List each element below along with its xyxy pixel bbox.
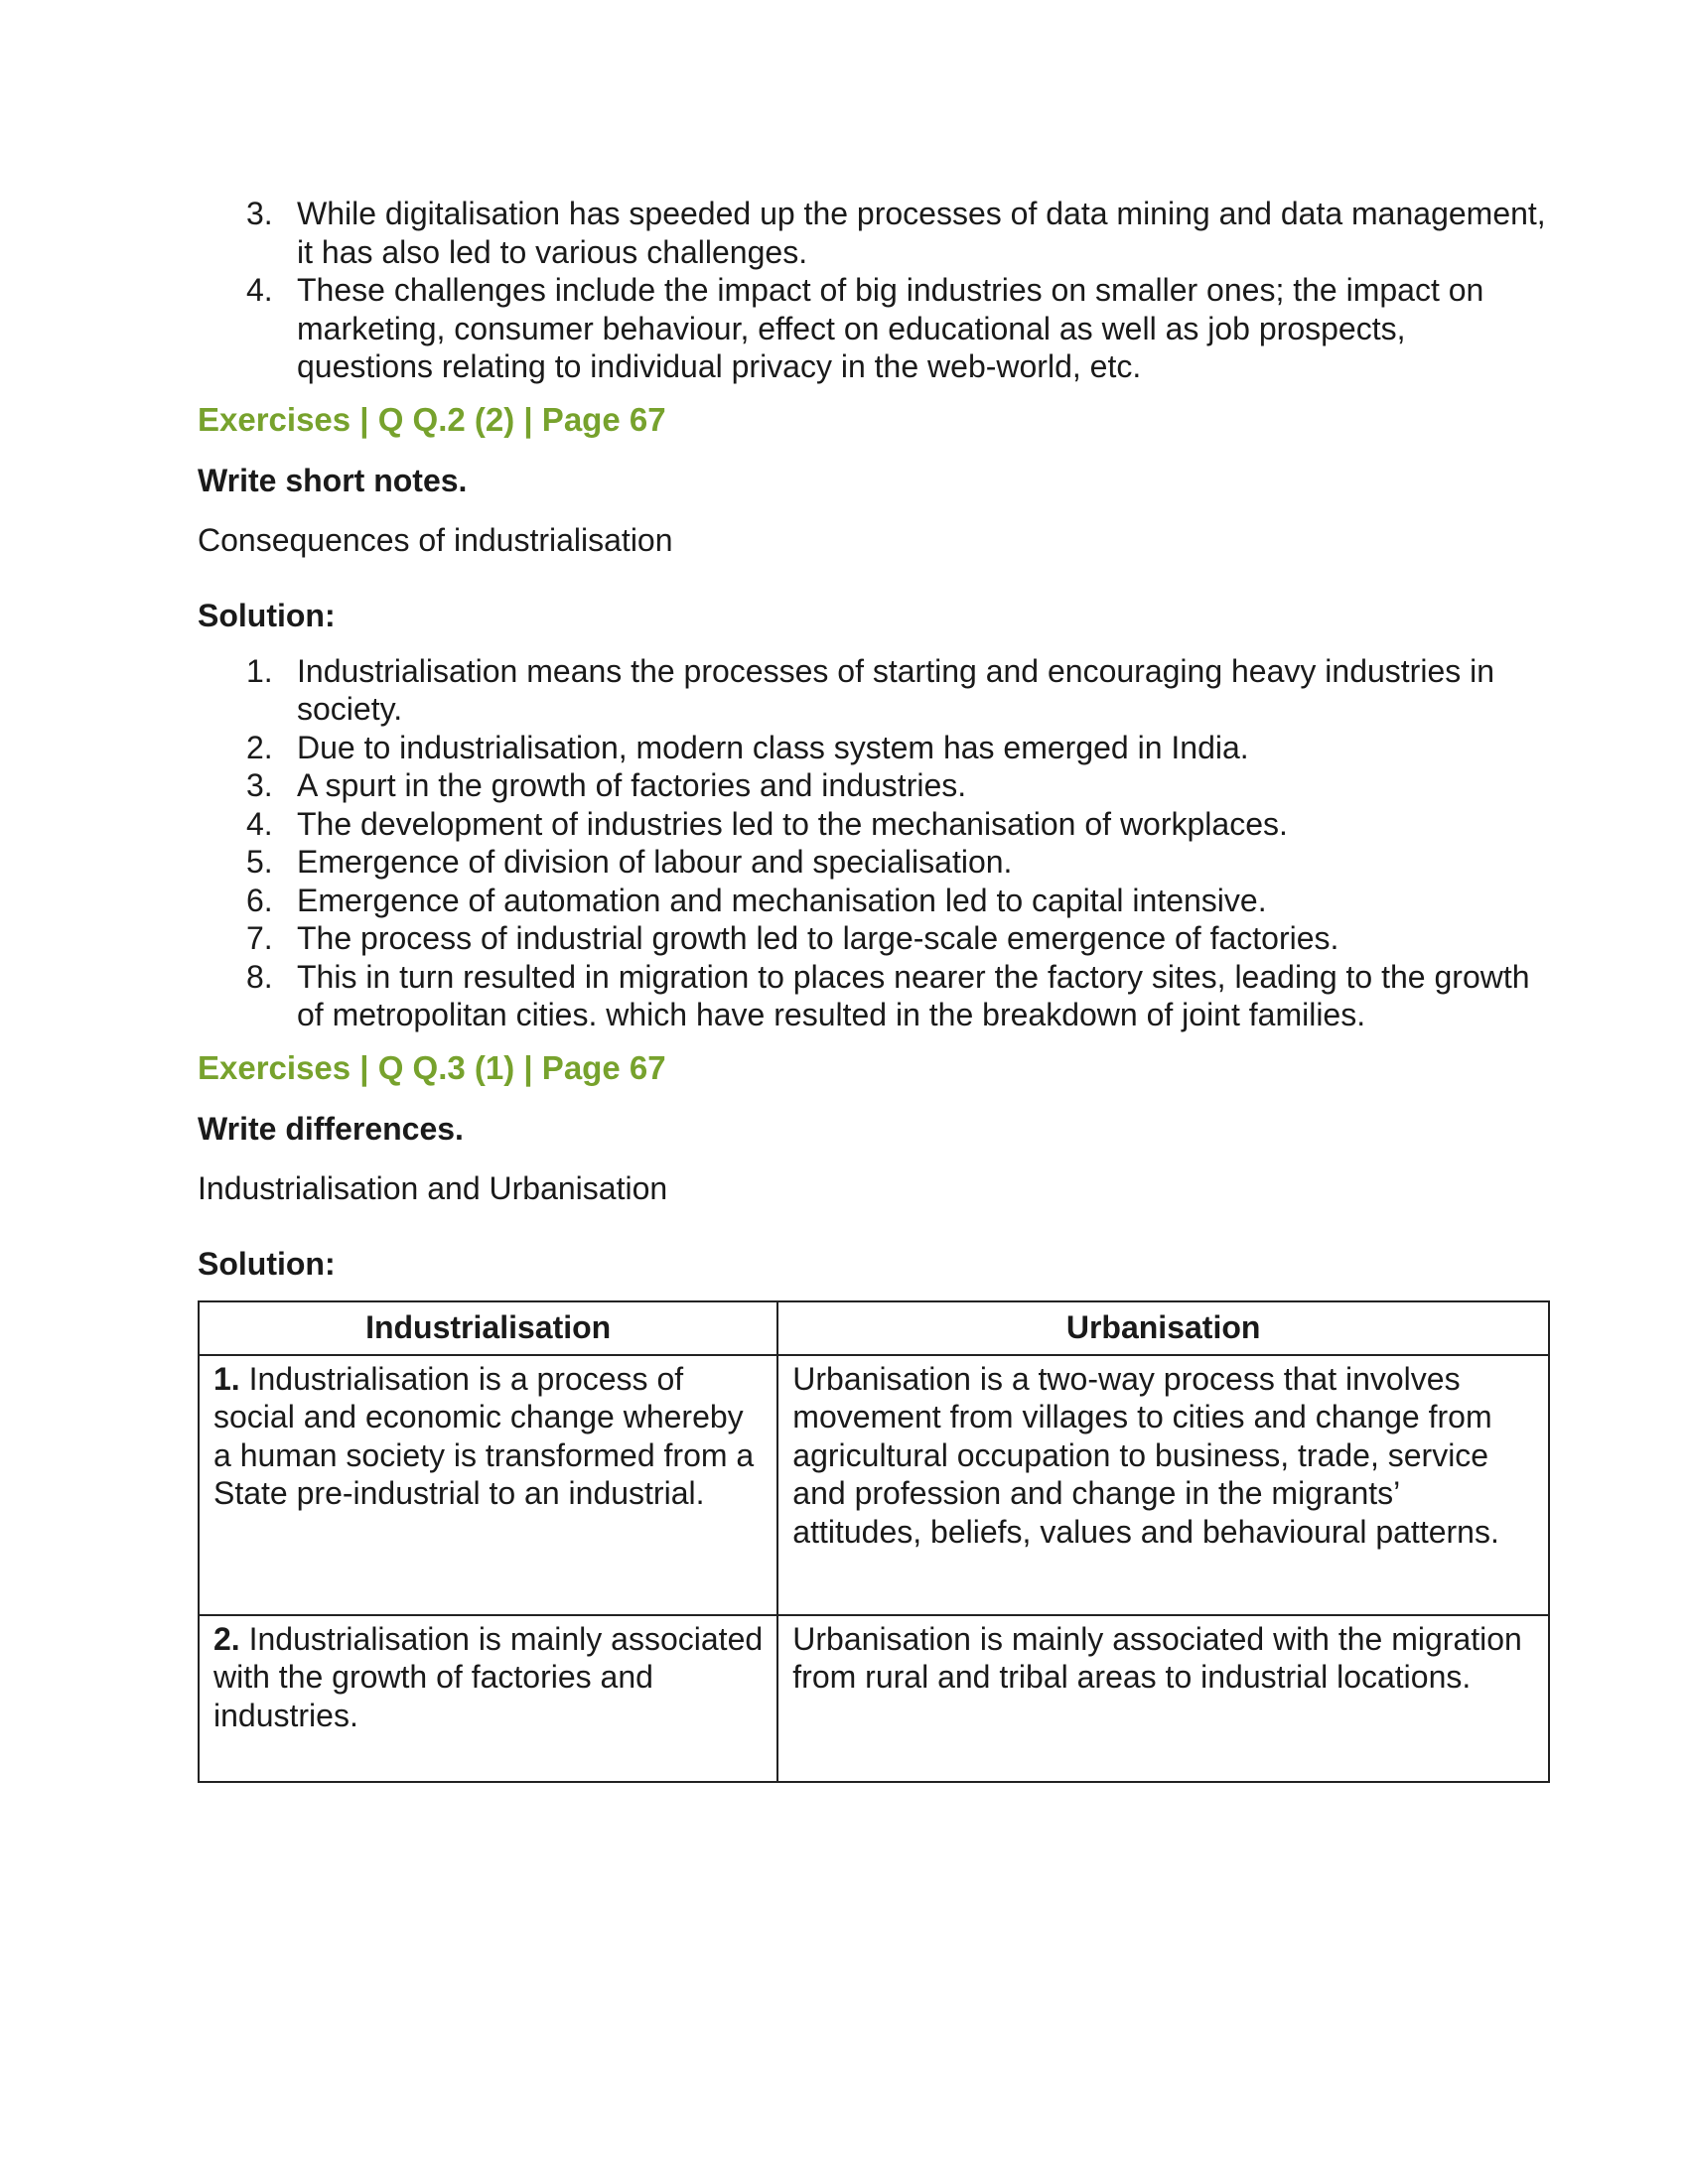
- differences-table: [198, 1300, 1550, 1783]
- list-item: 3. While digitalisation has speeded up the processes of data mining and data management, it has also led to various challenges.: [246, 196, 1546, 270]
- list-item: 4. These challenges include the impact of big industries on smaller ones; the impact on marketing, consumer behaviour, effect on educational as well as job prospects, questions relating to individual privacy in the web-world, etc.: [246, 272, 1484, 384]
- solution-list: [198, 652, 1550, 1034]
- table-cell-urbanisation: Urbanisation is mainly associated with the migration from rural and tribal areas to industrial locations.: [777, 1615, 1549, 1782]
- column-header-industrialisation: Industrialisation: [199, 1301, 777, 1355]
- table-cell-industrialisation: 2. Industrialisation is mainly associated with the growth of factories and industries.: [199, 1615, 777, 1782]
- list-item: 2. Due to industrialisation, modern class system has emerged in India.: [246, 729, 1249, 765]
- table-header-row: [199, 1301, 1549, 1355]
- list-item: 5. Emergence of division of labour and specialisation.: [246, 844, 1013, 880]
- question-heading: Exercises | Q Q.3 (1) | Page 67: [198, 1048, 666, 1086]
- list-item: 1. Industrialisation means the processes of starting and encouraging heavy industries in society.: [246, 652, 1495, 727]
- list-item: 6. Emergence of automation and mechanisation led to capital intensive.: [246, 882, 1267, 918]
- list-item: 4. The development of industries led to the mechanisation of workplaces.: [246, 805, 1288, 842]
- row-number: 2.: [213, 1620, 240, 1657]
- intro-list: [198, 195, 1550, 386]
- question-topic: Industrialisation and Urbanisation: [198, 1169, 668, 1206]
- solution-label: Solution:: [198, 1245, 336, 1282]
- list-item: 7. The process of industrial growth led to large-scale emergence of factories.: [246, 920, 1339, 956]
- column-header-urbanisation: Urbanisation: [777, 1301, 1549, 1355]
- solution-label: Solution:: [198, 597, 336, 633]
- question-instruction: Write short notes.: [198, 462, 468, 498]
- table-row: [199, 1355, 1549, 1615]
- question-topic: Consequences of industrialisation: [198, 521, 673, 558]
- list-item: 3. A spurt in the growth of factories and industries.: [246, 767, 967, 803]
- list-item: 8. This in turn resulted in migration to places nearer the factory sites, leading to the growth of metropolitan cities. which have resulted in the breakdown of joint families.: [246, 958, 1530, 1032]
- row-number: 1.: [213, 1360, 240, 1397]
- document-page: [198, 195, 1550, 1783]
- table-row: [199, 1615, 1549, 1782]
- table-cell-industrialisation: 1. Industrialisation is a process of social and economic change whereby a human society is transformed from a State pre-industrial to an industrial.: [199, 1355, 777, 1615]
- table-cell-urbanisation: Urbanisation is a two-way process that involves movement from villages to cities and change from agricultural occupation to business, trade, service and profession and change in the migrants’ attitudes, beliefs, values and behavioural patterns.: [777, 1355, 1549, 1615]
- question-instruction: Write differences.: [198, 1110, 464, 1147]
- question-heading: Exercises | Q Q.2 (2) | Page 67: [198, 400, 666, 438]
